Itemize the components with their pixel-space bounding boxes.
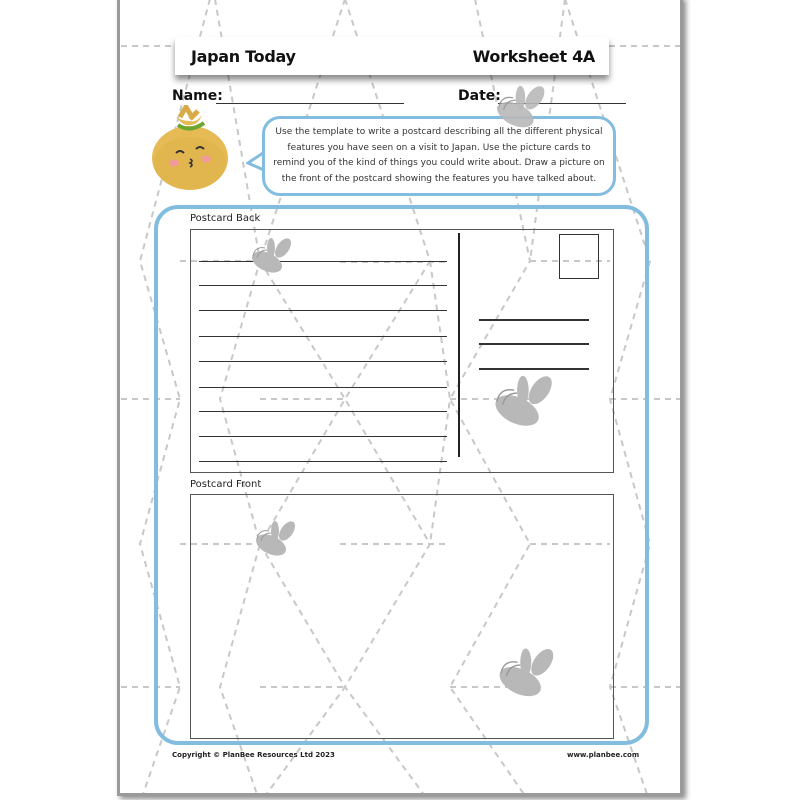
worksheet-title: Japan Today (191, 46, 296, 66)
worksheet-number: Worksheet 4A (472, 46, 595, 66)
bee-watermark-icon (482, 81, 554, 135)
copyright-text: Copyright © PlanBee Resources Ltd 2023 (172, 751, 335, 759)
message-line[interactable] (199, 336, 447, 337)
postcard-front-drawing-area[interactable] (190, 494, 614, 739)
bee-watermark-icon (475, 370, 565, 435)
postcard-front-label: Postcard Front (190, 479, 262, 490)
bee-watermark-icon (239, 234, 299, 279)
message-line[interactable] (199, 387, 447, 388)
instructions-text: Use the template to write a postcard describing all the different physical features you have seen on a visit to Japan. Use the picture cards to remind you of the kind of things you could write about. Draw a picture on the front of the postcard showing the features you have talked about. (273, 127, 605, 184)
message-line[interactable] (199, 285, 447, 286)
message-line[interactable] (199, 361, 447, 362)
postcard-back-label: Postcard Back (190, 213, 261, 224)
worksheet-page (117, 0, 683, 796)
bee-watermark-icon (481, 643, 565, 705)
date-label: Date: (458, 88, 501, 104)
message-line[interactable] (199, 461, 447, 462)
address-line[interactable] (479, 343, 589, 345)
name-label: Name: (172, 88, 223, 104)
message-line[interactable] (199, 261, 447, 262)
website-link[interactable]: www.planbee.com (567, 751, 640, 759)
message-line[interactable] (199, 436, 447, 437)
message-line[interactable] (199, 411, 447, 412)
dumpling-mascot-icon (146, 105, 238, 195)
postcard-divider (458, 233, 460, 457)
instructions-bubble (262, 116, 616, 196)
message-line[interactable] (199, 310, 447, 311)
name-line[interactable] (216, 103, 404, 104)
postcard-back[interactable] (190, 229, 614, 473)
title-banner (175, 37, 609, 75)
stamp-box[interactable] (559, 234, 599, 279)
address-line[interactable] (479, 319, 589, 321)
bee-watermark-icon (243, 517, 303, 562)
